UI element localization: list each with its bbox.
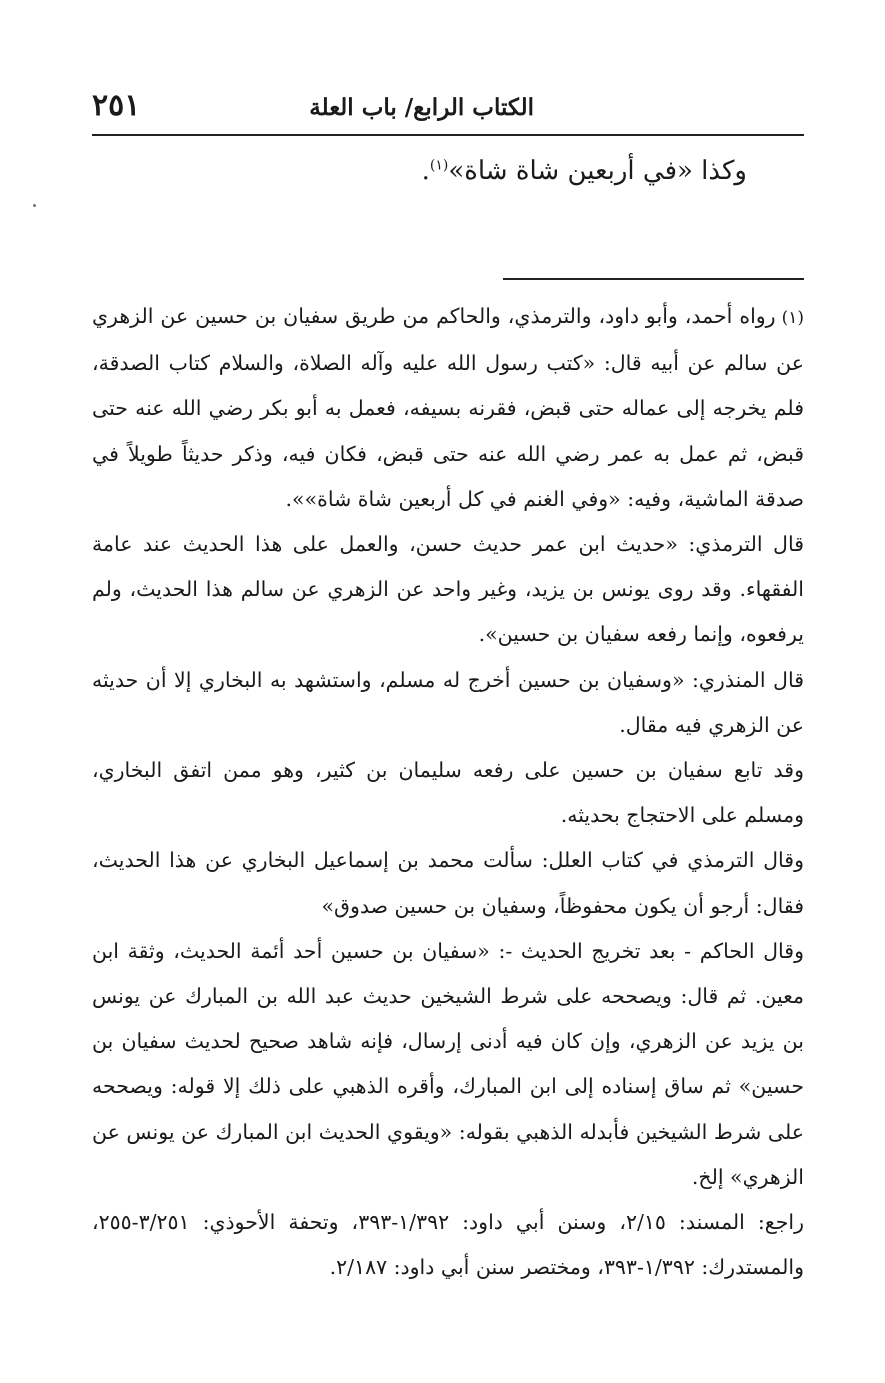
footnote-paragraph-5: وقال الترمذي في كتاب العلل: سألت محمد بن إسماعيل البخاري عن هذا الحديث، فقال: أرجو أن يكون محفوظاً، وسفيان بن حسين صدوق» bbox=[92, 848, 804, 918]
footnote-separator bbox=[503, 278, 804, 280]
footnote-paragraph-6: وقال الحاكم - بعد تخريج الحديث -: «سفيان بن حسين أحد أئمة الحديث، وثقة ابن معين. ثم قال: ويصححه على شرط الشيخين حديث عبد الله بن المبارك عن يونس بن يزيد عن الزهري، وإن كان فيه أدنى إرسال، فإنه شاهد صحيح لحديث سفيان بن حسين» ثم ساق إسناده إلى ابن المبارك، وأقره الذهبي على ذلك إلا قوله: ويصححه على شرط الشيخين فأبدله الذهبي بقوله: «ويقوي الحديث ابن المبارك عن يونس عن الزهري» إلخ. bbox=[92, 938, 804, 1189]
main-text bbox=[147, 156, 747, 186]
footnotes-block bbox=[92, 294, 804, 1290]
footnote-paragraph-3: قال المنذري: «وسفيان بن حسين أخرج له مسلم، واستشهد به البخاري إلا أن حديثه عن الزهري فيه مقال. bbox=[92, 667, 804, 737]
footnote-paragraph-1 bbox=[92, 294, 804, 522]
main-text-line: وكذا «في أربعين شاة شاة» bbox=[448, 156, 747, 186]
footnote-paragraph-7: راجع: المسند: ٢/١٥، وسنن أبي داود: ١/٣٩٢-٣٩٣، وتحفة الأحوذي: ٣/٢٥١-٢٥٥، والمستدرك: ١/٣٩٢-٣٩٣، ومختصر سنن أبي داود: ٢/١٨٧. bbox=[92, 1210, 804, 1280]
footnote-paragraph-2: قال الترمذي: «حديث ابن عمر حديث حسن، والعمل على هذا الحديث عند عامة الفقهاء. وقد روى يونس بن يزيد، وغير واحد عن الزهري عن سالم هذا الحديث، ولم يرفعوه، وإنما رفعه سفيان بن حسين». bbox=[92, 532, 804, 647]
scan-speck bbox=[33, 204, 36, 207]
footnote-marker: (١) bbox=[781, 308, 804, 328]
page-number: ٢٥١ bbox=[92, 88, 141, 123]
page-header bbox=[92, 88, 804, 136]
main-text-end: . bbox=[421, 156, 430, 186]
footnote-text: رواه أحمد، وأبو داود، والترمذي، والحاكم من طريق سفيان بن حسين عن الزهري عن سالم عن أبيه قال: «كتب رسول الله عليه وآله الصلاة، والسلام كتاب الصدقة، فلم يخرجه إلى عماله حتى قبض، فقرنه بسيفه، فعمل به أبو بكر رضي الله عنه حتى قبض، ثم عمل به عمر رضي الله عنه حتى قبض، فكان فيه، وذكر حديثاً طويلاً في صدقة الماشية، وفيه: «وفي الغنم في كل أربعين شاة شاة»». bbox=[92, 304, 804, 511]
running-title: الكتاب الرابع/ باب العلة bbox=[309, 94, 534, 121]
footnote-paragraph-4: وقد تابع سفيان بن حسين على رفعه سليمان بن كثير، وهو ممن اتفق البخاري، ومسلم على الاحتجاج بحديثه. bbox=[92, 758, 804, 828]
footnote-reference[interactable]: (١) bbox=[429, 157, 449, 174]
